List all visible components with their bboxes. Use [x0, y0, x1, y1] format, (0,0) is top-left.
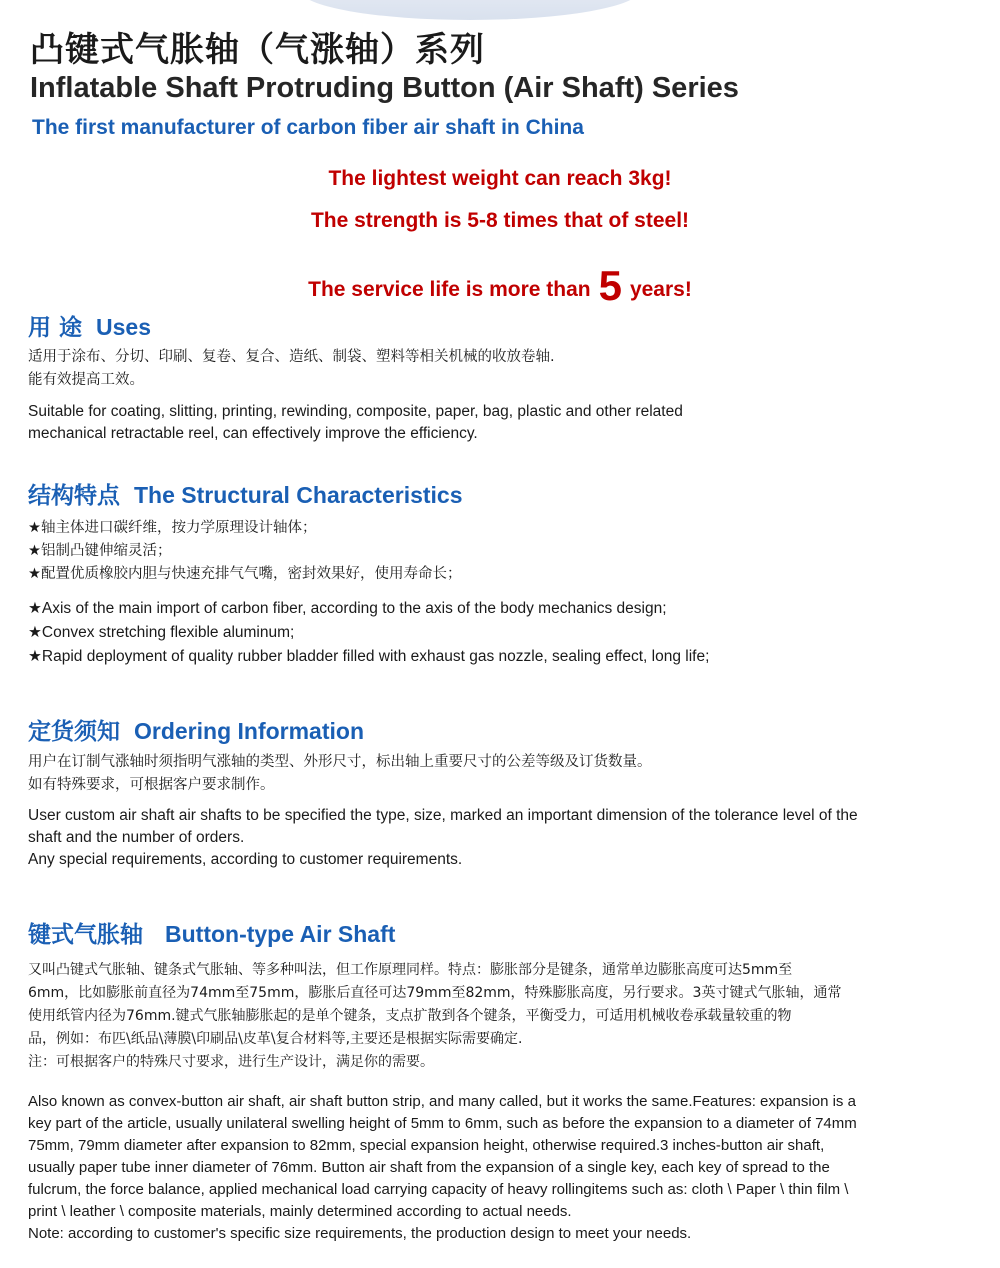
highlight-weight: The lightest weight can reach 3kg!: [328, 167, 672, 190]
button-type-cn-line: 又叫凸键式气胀轴、键条式气胀轴、等多种叫法，但工作原理同样。特点：膨胀部分是键条，通常单边膨胀高度可达5mm至: [28, 962, 793, 978]
button-type-cn-text: [28, 959, 841, 1074]
top-decoration: [300, 0, 640, 20]
ordering-cn-line: 如有特殊要求，可根据客户要求制作。: [28, 777, 275, 793]
button-type-cn-line: 使用纸管内径为76mm.键式气胀轴膨胀起的是单个键条，支点扩散到各个键条，平衡受力，可适用机械收卷承载量较重的物: [28, 1008, 792, 1024]
uses-heading: [28, 309, 151, 342]
ordering-en-text: [28, 805, 938, 871]
ordering-en-line: User custom air shaft air shafts to be specified the type, size, marked an important dimension of the tolerance level of the: [28, 807, 858, 824]
ordering-en-line: Any special requirements, according to customer requirements.: [28, 851, 463, 868]
button-type-en-line: Also known as convex-button air shaft, air shaft button strip, and many called, but it works the same.Features: expansion is a: [28, 1093, 856, 1110]
button-type-en-line: fulcrum, the force balance, applied mechanical load carrying capacity of heavy rollingitems such as: cloth \ Paper \ thin film \: [28, 1181, 849, 1198]
structure-cn-text: [28, 517, 462, 586]
page-title-en: Inflatable Shaft Protruding Button (Air Shaft) Series: [30, 72, 739, 104]
ordering-en-line: shaft and the number of orders.: [28, 829, 245, 846]
structure-en-text: [28, 597, 938, 669]
ordering-cn-line: 用户在订制气涨轴时须指明气涨轴的类型、外形尺寸，标出轴上重要尺寸的公差等级及订货数量。: [28, 754, 652, 770]
uses-cn-line: 适用于涂布、分切、印刷、复卷、复合、造纸、制袋、塑料等相关机械的收放卷轴.: [28, 349, 555, 365]
button-type-en-line: print \ leather \ composite materials, mainly determined according to actual needs.: [28, 1203, 572, 1220]
structure-en-line: ★Convex stretching flexible aluminum;: [28, 624, 295, 641]
structure-heading-en: The Structural Characteristics: [134, 482, 463, 508]
structure-heading-cn: 结构特点: [28, 483, 120, 509]
service-life-suffix: years!: [629, 278, 692, 301]
button-type-en-line: usually paper tube inner diameter of 76mm. Button air shaft from the expansion of a single key, each key of spread to the: [28, 1159, 830, 1176]
structure-cn-line: ★轴主体进口碳纤维，按力学原理设计轴体；: [28, 520, 317, 536]
uses-cn-line: 能有效提高工效。: [28, 372, 144, 388]
service-life-text: The service life is more than: [308, 278, 591, 301]
structure-cn-line: ★铝制凸键伸缩灵活；: [28, 543, 172, 559]
button-type-cn-line: 6mm，比如膨胀前直径为74mm至75mm，膨胀后直径可达79mm至82mm，特殊膨胀高度，另行要求。3英寸键式气胀轴，通常: [28, 985, 842, 1001]
ordering-heading: [28, 713, 364, 746]
uses-en-line: mechanical retractable reel, can effectively improve the efficiency.: [28, 425, 478, 442]
button-type-heading-cn: 键式气胀轴: [28, 922, 143, 948]
uses-cn-text: [28, 346, 555, 392]
ordering-cn-text: [28, 751, 652, 797]
uses-heading-cn: 用 途: [28, 315, 83, 341]
highlight-strength: The strength is 5-8 times that of steel!: [310, 209, 690, 232]
button-type-en-line: Note: according to customer's specific size requirements, the production design to meet your needs.: [28, 1225, 692, 1242]
structure-heading: [28, 477, 463, 510]
ordering-heading-cn: 定货须知: [28, 719, 120, 745]
uses-en-text: [28, 401, 938, 445]
button-type-en-line: 75mm, 79mm diameter after expansion to 82mm, special expansion height, otherwise required.3 inches-button air shaft,: [28, 1137, 825, 1154]
structure-en-line: ★Rapid deployment of quality rubber bladder filled with exhaust gas nozzle, sealing effect, long life;: [28, 648, 710, 665]
highlight-service-life: [0, 262, 1000, 310]
button-type-heading-en: Button-type Air Shaft: [165, 921, 396, 947]
button-type-en-text: [28, 1091, 938, 1245]
ordering-heading-en: Ordering Information: [134, 718, 364, 744]
service-life-number: 5: [598, 262, 622, 309]
uses-en-line: Suitable for coating, slitting, printing, rewinding, composite, paper, bag, plastic and other related: [28, 403, 683, 420]
button-type-cn-line: 注：可根据客户的特殊尺寸要求，进行生产设计，满足你的需要。: [28, 1054, 434, 1070]
button-type-en-line: key part of the article, usually unilateral swelling height of 5mm to 6mm, such as before the expansion to a diameter of 74mm: [28, 1115, 857, 1132]
structure-cn-line: ★配置优质橡胶内胆与快速充排气气嘴，密封效果好，使用寿命长；: [28, 566, 462, 582]
button-type-heading: [28, 916, 395, 949]
page-title-cn: 凸键式气胀轴（气涨轴）系列: [30, 30, 485, 70]
page-subtitle: The first manufacturer of carbon fiber air shaft in China: [32, 116, 584, 139]
structure-en-line: ★Axis of the main import of carbon fiber, according to the axis of the body mechanics design;: [28, 600, 667, 617]
button-type-cn-line: 品，例如：布匹\纸品\薄膜\印刷品\皮革\复合材料等,主要还是根据实际需要确定.: [28, 1031, 523, 1047]
uses-heading-en: Uses: [96, 314, 151, 340]
